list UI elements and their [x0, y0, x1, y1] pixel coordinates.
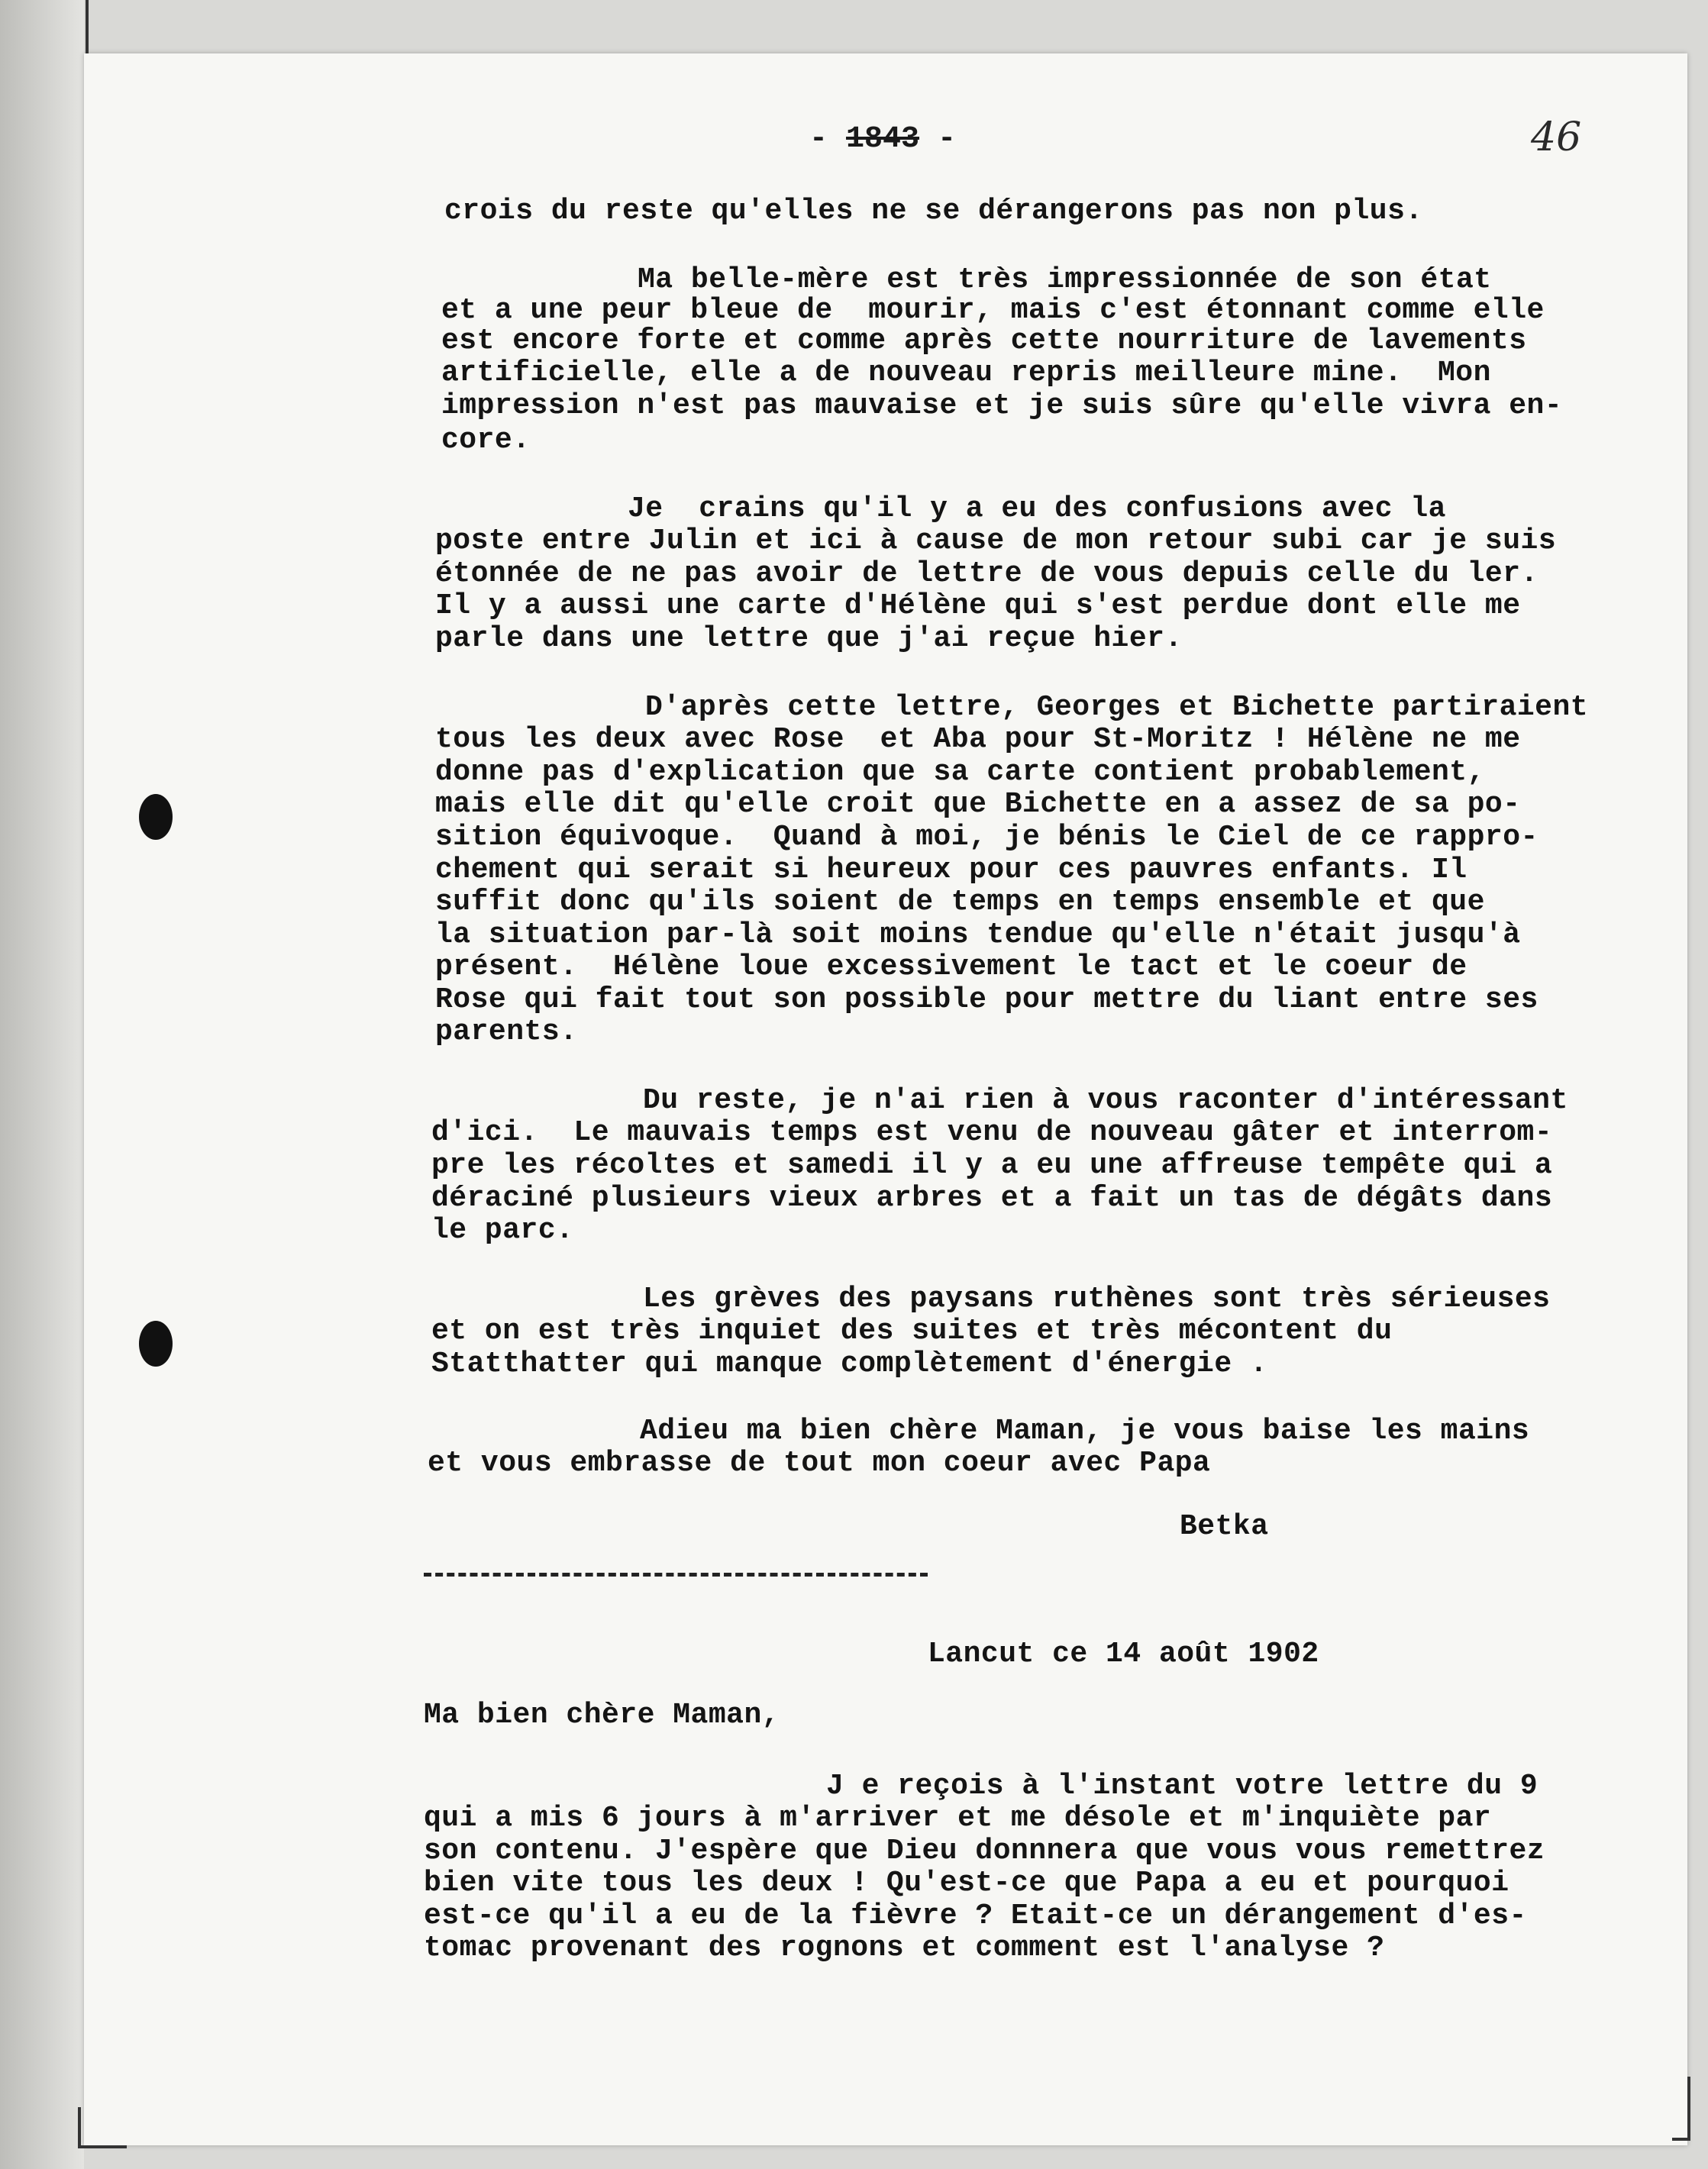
letter-salutation: Ma bien chère Maman, [424, 1699, 780, 1732]
text-line: Adieu ma bien chère Maman, je vous baise les mains [640, 1415, 1530, 1448]
corner-mark-bottom-right [1672, 2077, 1690, 2141]
text-line: Statthatter qui manque complètement d'énergie . [431, 1348, 1268, 1380]
text-line: crois du reste qu'elles ne se dérangerons pas non plus. [444, 195, 1423, 228]
text-line: parents. [435, 1015, 578, 1048]
text-line: son contenu. J'espère que Dieu donnnera que vous vous remettrez [424, 1835, 1545, 1867]
text-line: Ma belle-mère est très impressionnée de son état [638, 263, 1492, 296]
text-line: la situation par-là soit moins tendue qu'elle n'était jusqu'à [435, 918, 1521, 951]
text-line: qui a mis 6 jours à m'arriver et me désole et m'inquiète par [424, 1802, 1492, 1835]
scan-edge [0, 0, 84, 2169]
text-line: sition équivoque. Quand à moi, je bénis le Ciel de ce rappro- [435, 821, 1538, 854]
text-line: d'ici. Le mauvais temps est venu de nouveau gâter et interrom- [431, 1116, 1553, 1149]
corner-mark-bottom-left [78, 2107, 127, 2148]
page-marker-suffix: - [938, 122, 957, 157]
text-line: suffit donc qu'ils soient de temps en temps ensemble et que [435, 886, 1485, 918]
separator-line [424, 1573, 928, 1577]
text-line: est encore forte et comme après cette nourriture de lavements [441, 324, 1527, 357]
text-line: Rose qui fait tout son possible pour mettre du liant entre ses [435, 983, 1538, 1016]
text-line: tomac provenant des rognons et comment est l'analyse ? [424, 1932, 1385, 1964]
text-line: poste entre Julin et ici à cause de mon retour subi car je suis [435, 524, 1557, 557]
text-line: et on est très inquiet des suites et très mécontent du [431, 1315, 1393, 1348]
text-line: chement qui serait si heureux pour ces pauvres enfants. Il [435, 854, 1467, 886]
text-line: le parc. [431, 1214, 574, 1247]
text-line: étonnée de ne pas avoir de lettre de vous depuis celle du ler. [435, 557, 1538, 590]
text-line: déraciné plusieurs vieux arbres et a fait un tas de dégâts dans [431, 1182, 1553, 1215]
letter-dateline: Lancut ce 14 août 1902 [928, 1638, 1319, 1670]
text-line: mais elle dit qu'elle croit que Bichette en a assez de sa po- [435, 788, 1521, 821]
page-marker [809, 122, 956, 157]
text-line: donne pas d'explication que sa carte contient probablement, [435, 756, 1485, 789]
corner-mark-top-left [86, 0, 93, 53]
text-line: tous les deux avec Rose et Aba pour St-Moritz ! Hélène ne me [435, 723, 1521, 756]
text-line: J e reçois à l'instant votre lettre du 9 [826, 1770, 1538, 1803]
text-line: bien vite tous les deux ! Qu'est-ce que Papa a eu et pourquoi [424, 1867, 1509, 1899]
punch-hole-lower [139, 1321, 173, 1367]
text-line: Il y a aussi une carte d'Hélène qui s'est perdue dont elle me [435, 589, 1521, 622]
text-line: et vous embrasse de tout mon coeur avec Papa [428, 1447, 1211, 1480]
text-line: Je crains qu'il y a eu des confusions avec la [628, 492, 1446, 525]
text-line: Les grèves des paysans ruthènes sont très sérieuses [643, 1283, 1551, 1315]
text-line: Du reste, je n'ai rien à vous raconter d'intéressant [643, 1084, 1568, 1117]
text-line: artificielle, elle a de nouveau repris meilleure mine. Mon [441, 357, 1491, 389]
page-marker-prefix: - [809, 122, 828, 157]
punch-hole-upper [139, 794, 173, 840]
text-line: et a une peur bleue de mourir, mais c'est étonnant comme elle [441, 294, 1545, 327]
text-line: core. [441, 424, 531, 457]
text-line: pre les récoltes et samedi il y a eu une affreuse tempête qui a [431, 1149, 1553, 1182]
signature-betka: Betka [1180, 1510, 1269, 1543]
text-line: D'après cette lettre, Georges et Bichette partiraient [645, 691, 1589, 724]
text-line: parle dans une lettre que j'ai reçue hier. [435, 622, 1183, 655]
text-line: présent. Hélène loue excessivement le tact et le coeur de [435, 951, 1467, 983]
page-marker-number: 1843 [846, 122, 920, 157]
text-line: est-ce qu'il a eu de la fièvre ? Etait-ce un dérangement d'es- [424, 1899, 1527, 1932]
text-line: impression n'est pas mauvaise et je suis sûre qu'elle vivra en- [441, 389, 1563, 422]
folio-number: 46 [1531, 115, 1582, 160]
